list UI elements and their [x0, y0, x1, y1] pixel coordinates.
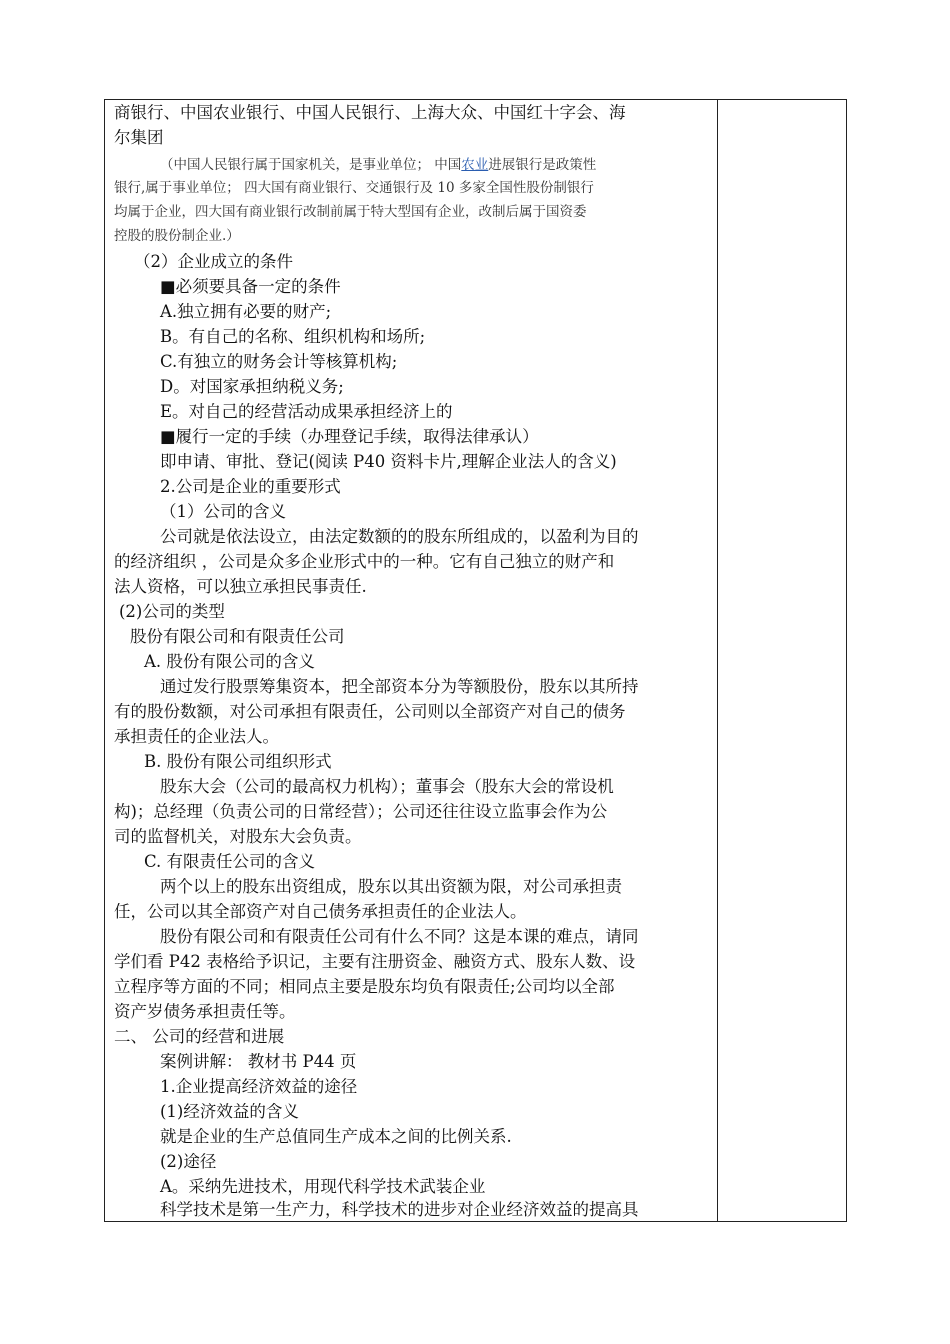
- text-line: D。对国家承担纳税义务;: [160, 377, 344, 396]
- text-line: 法人资格，可以独立承担民事责任.: [114, 577, 367, 596]
- text-line: 公司就是依法设立，由法定数额的的股东所组成的，以盈利为目的: [160, 527, 639, 546]
- text-line: 两个以上的股东出资组成，股东以其出资额为限，对公司承担责: [160, 877, 622, 896]
- text-line: ■履行一定的手续（办理登记手续，取得法律承认）: [160, 427, 539, 446]
- note-line: [114, 155, 760, 175]
- section-heading: 2.公司是企业的重要形式: [160, 477, 341, 496]
- text-line: A。采纳先进技术，用现代科学技术武装企业: [160, 1177, 486, 1196]
- note-line: 均属于企业，四大国有商业银行改制前属于特大型国有企业，改制后属于国资委: [114, 204, 587, 220]
- agriculture-link[interactable]: 农业: [461, 157, 489, 173]
- document-table: [104, 99, 847, 1222]
- note-line: 银行,属于事业单位； 四大国有商业银行、交通银行及 10 多家全国性股份制银行: [114, 180, 594, 196]
- text-line: ■必须要具备一定的条件: [160, 277, 341, 296]
- text-line: 立程序等方面的不同；相同点主要是股东均负有限责任;公司均以全部: [114, 977, 615, 996]
- text-line: 通过发行股票筹集资本，把全部资本分为等额股份，股东以其所持: [160, 677, 639, 696]
- text-line: B。有自己的名称、组织机构和场所;: [160, 327, 426, 346]
- text-line: 科学技术是第一生产力，科学技术的进步对企业经济效益的提高具: [160, 1200, 639, 1219]
- text-line: 股份有限公司和有限责任公司: [130, 627, 345, 646]
- text-line: C.有独立的财务会计等核算机构;: [160, 352, 398, 371]
- section-heading: 二、 公司的经营和进展: [114, 1027, 285, 1046]
- section-heading: （1）公司的含义: [160, 502, 286, 521]
- section-heading: B. 股份有限公司组织形式: [144, 752, 332, 771]
- section-heading: 1.企业提高经济效益的途径: [160, 1077, 358, 1096]
- text-line: 司的监督机关，对股东大会负责。: [114, 827, 362, 846]
- text-line: 就是企业的生产总值同生产成本之间的比例关系.: [160, 1127, 512, 1146]
- note-text: （中国人民银行属于国家机关，是事业单位； 中国: [160, 157, 462, 173]
- section-heading: (2)公司的类型: [119, 602, 225, 621]
- section-heading: （2）企业成立的条件: [134, 252, 293, 271]
- text-line: 学们看 P42 表格给予识记，主要有注册资金、融资方式、股东人数、设: [114, 952, 636, 971]
- section-heading: (1)经济效益的含义: [160, 1102, 299, 1121]
- section-heading: (2)途径: [160, 1152, 217, 1171]
- note-line: 控股的股份制企业.）: [114, 228, 240, 244]
- section-heading: A. 股份有限公司的含义: [144, 652, 315, 671]
- text-line: 承担责任的企业法人。: [114, 727, 279, 746]
- text-line: 资产岁债务承担责任等。: [114, 1002, 296, 1021]
- text-line: 任，公司以其全部资产对自己债务承担责任的企业法人。: [114, 902, 527, 921]
- note-text: 进展银行是政策性: [488, 157, 597, 173]
- text-line: 案例讲解： 教材书 P44 页: [160, 1052, 357, 1071]
- text-line: 构)；总经理（负责公司的日常经营）；公司还往往设立监事会作为公: [114, 802, 608, 821]
- text-line: 商银行、中国农业银行、中国人民银行、上海大众、中国红十字会、海: [114, 103, 626, 122]
- text-line: 的经济组织 ，公司是众多企业形式中的一种。它有自己独立的财产和: [114, 552, 615, 571]
- text-line: 股份有限公司和有限责任公司有什么不同？这是本课的难点，请同: [160, 927, 639, 946]
- text-line: 股东大会（公司的最高权力机构）；董事会（股东大会的常设机: [160, 777, 614, 796]
- text-line: A.独立拥有必要的财产;: [160, 302, 332, 321]
- text-line: 即申请、审批、登记(阅读 P40 资料卡片,理解企业法人的含义): [160, 452, 617, 471]
- text-line: 尔集团: [114, 128, 164, 147]
- section-heading: C. 有限责任公司的含义: [144, 852, 316, 871]
- text-line: E。对自己的经营活动成果承担经济上的: [160, 402, 453, 421]
- text-line: 有的股份数额，对公司承担有限责任，公司则以全部资产对自己的债务: [114, 702, 626, 721]
